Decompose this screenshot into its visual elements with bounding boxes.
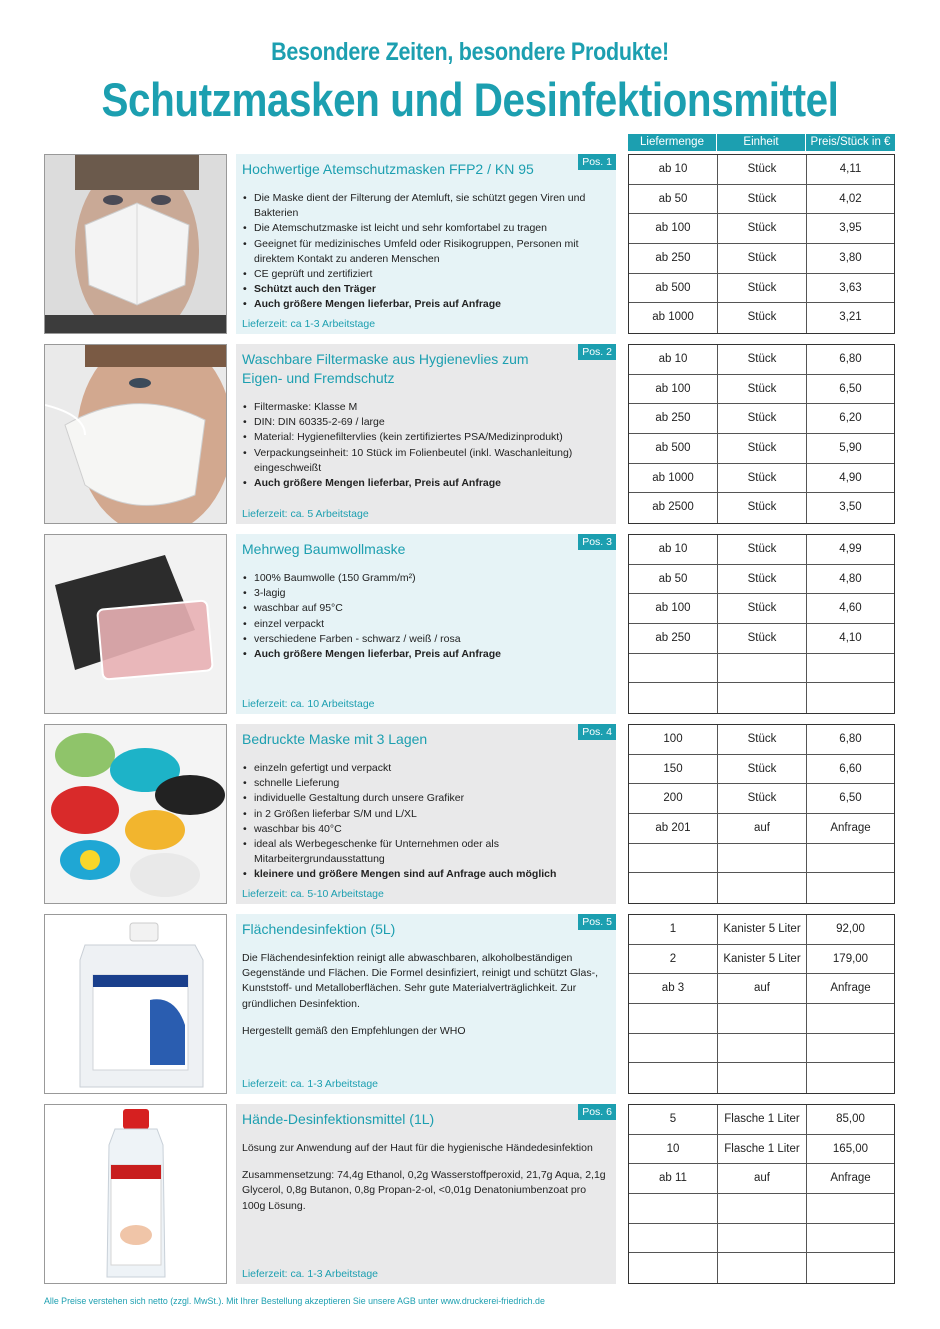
delivery-time: Lieferzeit: ca. 5 Arbeitstage [242, 508, 369, 520]
table-row [629, 1253, 894, 1283]
delivery-time: Lieferzeit: ca. 1-3 Arbeitstage [242, 1078, 378, 1090]
table-cell: Stück [718, 493, 807, 523]
table-row [629, 274, 894, 304]
table-cell [718, 1063, 807, 1093]
table-cell [718, 1224, 807, 1253]
table-row [629, 1063, 894, 1093]
list-item: • ideal als Werbegeschenke für Unternehmen oder als Mitarbeitergrundausstattung [254, 837, 608, 867]
table-cell: Stück [718, 464, 807, 493]
table-row [629, 654, 894, 684]
list-item: • Auch größere Mengen lieferbar, Preis auf Anfrage [254, 476, 608, 491]
table-row [629, 915, 894, 945]
product-photo-hand-disinfectant [44, 1104, 227, 1284]
position-badge: Pos. 2 [578, 344, 616, 360]
position-badge: Pos. 4 [578, 724, 616, 740]
table-row [629, 464, 894, 494]
table-cell [629, 1194, 718, 1223]
table-row [629, 844, 894, 874]
table-cell: Flasche 1 Liter [718, 1105, 807, 1134]
product-title: Waschbare Filtermaske aus Hygienevlies zum Eigen- und Fremdschutz [242, 351, 529, 386]
table-cell: ab 250 [629, 624, 718, 653]
table-cell: Stück [718, 185, 807, 214]
product-title: Hände-Desinfektionsmittel (1L) [242, 1111, 435, 1127]
table-row [629, 725, 894, 755]
table-cell: Stück [718, 345, 807, 374]
table-row [629, 345, 894, 375]
table-cell: ab 50 [629, 185, 718, 214]
product-description-6 [236, 1104, 616, 1284]
position-badge: Pos. 3 [578, 534, 616, 550]
table-cell: ab 250 [629, 404, 718, 433]
table-cell [718, 683, 807, 713]
table-cell: ab 10 [629, 535, 718, 564]
table-cell: Stück [718, 535, 807, 564]
product-photo-printed-masks [44, 724, 227, 904]
table-row [629, 244, 894, 274]
table-row [629, 974, 894, 1004]
table-cell: 6,80 [839, 353, 862, 365]
list-item: • schnelle Lieferung [254, 776, 608, 791]
list-item: • CE geprüft und zertifiziert [254, 267, 608, 282]
list-item: • Auch größere Mengen lieferbar, Preis auf Anfrage [254, 297, 608, 312]
table-cell: 4,99 [839, 543, 862, 555]
list-item: • Schützt auch den Träger [254, 282, 608, 297]
table-cell: Flasche 1 Liter [718, 1135, 807, 1164]
table-cell: Stück [718, 404, 807, 433]
table-cell: 4,11 [839, 163, 862, 175]
page-title: Schutzmasken und Desinfektionsmittel [101, 73, 839, 126]
table-row [629, 1004, 894, 1034]
price-table-header [628, 134, 895, 151]
table-cell [629, 1004, 718, 1033]
delivery-time: Lieferzeit: ca. 10 Arbeitstage [242, 698, 375, 710]
price-table-1 [628, 154, 895, 334]
table-cell: ab 1000 [629, 303, 718, 333]
delivery-time: Lieferzeit: ca. 5-10 Arbeitstage [242, 888, 384, 900]
column-header-price: Preis/Stück in € [806, 134, 895, 151]
list-item: • individuelle Gestaltung durch unsere Grafiker [254, 791, 608, 806]
table-cell: Stück [718, 755, 807, 784]
table-row [629, 1034, 894, 1064]
table-cell [718, 873, 807, 903]
table-cell: Stück [718, 565, 807, 594]
table-cell: 5,90 [839, 442, 862, 455]
table-cell: 200 [629, 784, 718, 813]
table-cell: 4,02 [839, 192, 862, 205]
table-cell [807, 1004, 894, 1033]
table-cell: ab 3 [629, 974, 718, 1003]
product-title: Flächendesinfektion (5L) [242, 921, 396, 937]
table-cell [629, 844, 718, 873]
table-row [629, 303, 894, 333]
table-cell: Anfrage [830, 822, 871, 835]
table-cell: 6,50 [839, 792, 862, 805]
table-cell [807, 1034, 894, 1063]
table-cell: ab 100 [629, 375, 718, 404]
table-cell [718, 654, 807, 683]
table-cell: auf [718, 974, 807, 1003]
footer-note: Alle Preise verstehen sich netto (zzgl. MwSt.). Mit Ihrer Bestellung akzeptieren Sie unsere AGB unter www.druckerei-friedrich.de [44, 1296, 545, 1307]
table-cell [718, 844, 807, 873]
table-cell: ab 10 [629, 345, 718, 374]
table-cell: ab 100 [629, 594, 718, 623]
page-subtitle: Besondere Zeiten, besondere Produkte! [271, 38, 669, 66]
table-cell: 6,60 [839, 762, 862, 775]
table-cell: Stück [718, 434, 807, 463]
table-row [629, 434, 894, 464]
table-row [629, 1164, 894, 1194]
list-item: • waschbar auf 95°C [254, 601, 608, 616]
list-item: • Filtermaske: Klasse M [254, 400, 608, 415]
product-title: Mehrweg Baumwollmaske [242, 541, 406, 557]
table-row [629, 1135, 894, 1165]
table-row [629, 683, 894, 713]
table-cell: Kanister 5 Liter [718, 945, 807, 974]
list-item: • DIN: DIN 60335-2-69 / large [254, 415, 608, 430]
table-cell [807, 1194, 894, 1223]
table-cell: Stück [718, 725, 807, 754]
product-photo-filter-mask [44, 344, 227, 524]
table-cell [718, 1194, 807, 1223]
table-cell: 165,00 [832, 1142, 869, 1155]
delivery-time: Lieferzeit: ca 1-3 Arbeitstage [242, 318, 376, 330]
table-cell: 3,50 [839, 501, 862, 514]
list-item: • Die Maske dient der Filterung der Atemluft, sie schützt gegen Viren und Bakterien [254, 191, 608, 221]
list-item: • Geeignet für medizinisches Umfeld oder Risikogruppen, Personen mit direktem Kontakt zu anderen Menschen [254, 237, 608, 267]
table-cell: 3,21 [839, 311, 862, 324]
table-cell [807, 1253, 894, 1283]
list-item: • 3-lagig [254, 586, 608, 601]
table-cell [629, 654, 718, 683]
table-row [629, 1194, 894, 1224]
price-table-2 [628, 344, 895, 524]
table-cell: ab 250 [629, 244, 718, 273]
table-cell: Stück [718, 303, 807, 333]
table-row [629, 755, 894, 785]
list-item: • 100% Baumwolle (150 Gramm/m²) [254, 571, 608, 586]
table-row [629, 565, 894, 595]
table-row [629, 873, 894, 903]
table-cell: auf [718, 1164, 807, 1193]
price-table-6 [628, 1104, 895, 1284]
list-item: • verschiedene Farben - schwarz / weiß / rosa [254, 632, 608, 647]
table-cell: 85,00 [836, 1113, 865, 1125]
table-cell [718, 1253, 807, 1283]
table-row [629, 155, 894, 185]
product-description-2 [236, 344, 616, 524]
position-badge: Pos. 1 [578, 154, 616, 170]
product-photo-surface-disinfectant [44, 914, 227, 1094]
product-text: Hergestellt gemäß den Empfehlungen der WHO [242, 1024, 466, 1037]
product-photo-cotton-mask [44, 534, 227, 714]
table-cell: ab 500 [629, 274, 718, 303]
list-item: • kleinere und größere Mengen sind auf Anfrage auch möglich [254, 867, 608, 882]
table-cell: ab 500 [629, 434, 718, 463]
table-row [629, 945, 894, 975]
list-item: • Die Atemschutzmaske ist leicht und sehr komfortabel zu tragen [254, 221, 608, 236]
table-cell: ab 201 [629, 814, 718, 843]
table-cell [807, 683, 894, 713]
column-header-quantity: Liefermenge [628, 134, 717, 151]
list-item: • einzel verpackt [254, 617, 608, 632]
table-row [629, 214, 894, 244]
table-cell: ab 10 [629, 155, 718, 184]
product-description-4 [236, 724, 616, 904]
position-badge: Pos. 6 [578, 1104, 616, 1120]
table-cell [807, 1063, 894, 1093]
list-item: • Auch größere Mengen lieferbar, Preis auf Anfrage [254, 647, 608, 662]
table-cell: Stück [718, 244, 807, 273]
table-cell [807, 844, 894, 873]
table-cell [629, 1224, 718, 1253]
table-cell: ab 2500 [629, 493, 718, 523]
price-table-4 [628, 724, 895, 904]
product-description-3 [236, 534, 616, 714]
table-cell: 4,10 [839, 632, 862, 645]
table-row [629, 535, 894, 565]
table-cell: Stück [718, 274, 807, 303]
product-description-1 [236, 154, 616, 334]
feature-list [242, 571, 608, 662]
product-text: Die Flächendesinfektion reinigt alle abwaschbaren, alkoholbeständigen Gegenstände und Flächen. Die Formel desinfiziert, reinigt und schützt Glas-, Kunststoff- und Metalloberflächen. Sehr gute Materialverträglichkeit. Zur gründlichen Desinfektion. [242, 952, 599, 1010]
table-cell: 10 [629, 1135, 718, 1164]
table-cell [718, 1034, 807, 1063]
table-cell: Stück [718, 155, 807, 184]
table-cell: Stück [718, 624, 807, 653]
feature-list [242, 761, 608, 883]
table-cell: 2 [629, 945, 718, 974]
table-cell [629, 1063, 718, 1093]
table-cell: 6,80 [839, 733, 862, 745]
table-cell: Stück [718, 594, 807, 623]
table-cell [807, 1224, 894, 1253]
table-cell: Stück [718, 375, 807, 404]
table-row [629, 404, 894, 434]
table-row [629, 784, 894, 814]
table-cell [807, 654, 894, 683]
table-cell: Anfrage [830, 1172, 871, 1185]
product-description-5 [236, 914, 616, 1094]
table-cell [807, 873, 894, 903]
list-item: • in 2 Größen lieferbar S/M und L/XL [254, 807, 608, 822]
product-title: Bedruckte Maske mit 3 Lagen [242, 731, 428, 747]
delivery-time: Lieferzeit: ca. 1-3 Arbeitstage [242, 1268, 378, 1280]
table-row [629, 624, 894, 654]
product-text: Zusammensetzung: 74,4g Ethanol, 0,2g Wasserstoffperoxid, 21,7g Aqua, 2,1g Glycerol, 0,8g Butanon, 0,8g Propan-2-ol, <0,01g Denatoniumbenzoat pro 100g Lösung. [242, 1169, 606, 1212]
table-cell: 3,95 [839, 222, 862, 235]
table-cell [629, 873, 718, 903]
table-row [629, 185, 894, 215]
table-cell: Stück [718, 214, 807, 243]
table-cell: 6,50 [839, 382, 862, 395]
table-cell: Anfrage [830, 982, 871, 995]
table-row [629, 1105, 894, 1135]
list-item: • Verpackungseinheit: 10 Stück im Folienbeutel (inkl. Waschanleitung) eingeschweißt [254, 446, 608, 476]
table-cell: 1 [629, 915, 718, 944]
table-cell: ab 1000 [629, 464, 718, 493]
product-title: Hochwertige Atemschutzmasken FFP2 / KN 95 [242, 161, 534, 177]
table-cell: 4,90 [839, 471, 862, 484]
price-table-3 [628, 534, 895, 714]
table-cell: 92,00 [836, 923, 865, 935]
table-cell: 4,80 [839, 572, 862, 585]
table-cell: Kanister 5 Liter [718, 915, 807, 944]
table-cell: ab 11 [629, 1164, 718, 1193]
table-cell [629, 1253, 718, 1283]
list-item: • waschbar bis 40°C [254, 822, 608, 837]
table-row [629, 814, 894, 844]
table-cell: ab 100 [629, 214, 718, 243]
table-cell: 3,80 [839, 252, 862, 265]
feature-list [242, 400, 608, 491]
table-row [629, 1224, 894, 1254]
table-row [629, 493, 894, 523]
feature-list [242, 191, 608, 313]
position-badge: Pos. 5 [578, 914, 616, 930]
column-header-unit: Einheit [717, 134, 806, 151]
table-cell: 5 [629, 1105, 718, 1134]
table-cell [718, 1004, 807, 1033]
table-cell: 3,63 [839, 281, 862, 294]
table-cell: 100 [629, 725, 718, 754]
list-item: • einzeln gefertigt und verpackt [254, 761, 608, 776]
product-text: Lösung zur Anwendung auf der Haut für die hygienische Händedesinfektion [242, 1142, 593, 1154]
table-row [629, 375, 894, 405]
table-cell: 4,60 [839, 602, 862, 615]
table-row [629, 594, 894, 624]
price-table-5 [628, 914, 895, 1094]
table-cell: 150 [629, 755, 718, 784]
table-cell: auf [718, 814, 807, 843]
list-item: • Material: Hygienefiltervlies (kein zertifiziertes PSA/Medizinprodukt) [254, 430, 608, 445]
table-cell: 6,20 [839, 412, 862, 425]
table-cell [629, 1034, 718, 1063]
product-photo-ffp2-mask [44, 154, 227, 334]
table-cell [629, 683, 718, 713]
table-cell: Stück [718, 784, 807, 813]
table-cell: 179,00 [832, 952, 869, 965]
table-cell: ab 50 [629, 565, 718, 594]
